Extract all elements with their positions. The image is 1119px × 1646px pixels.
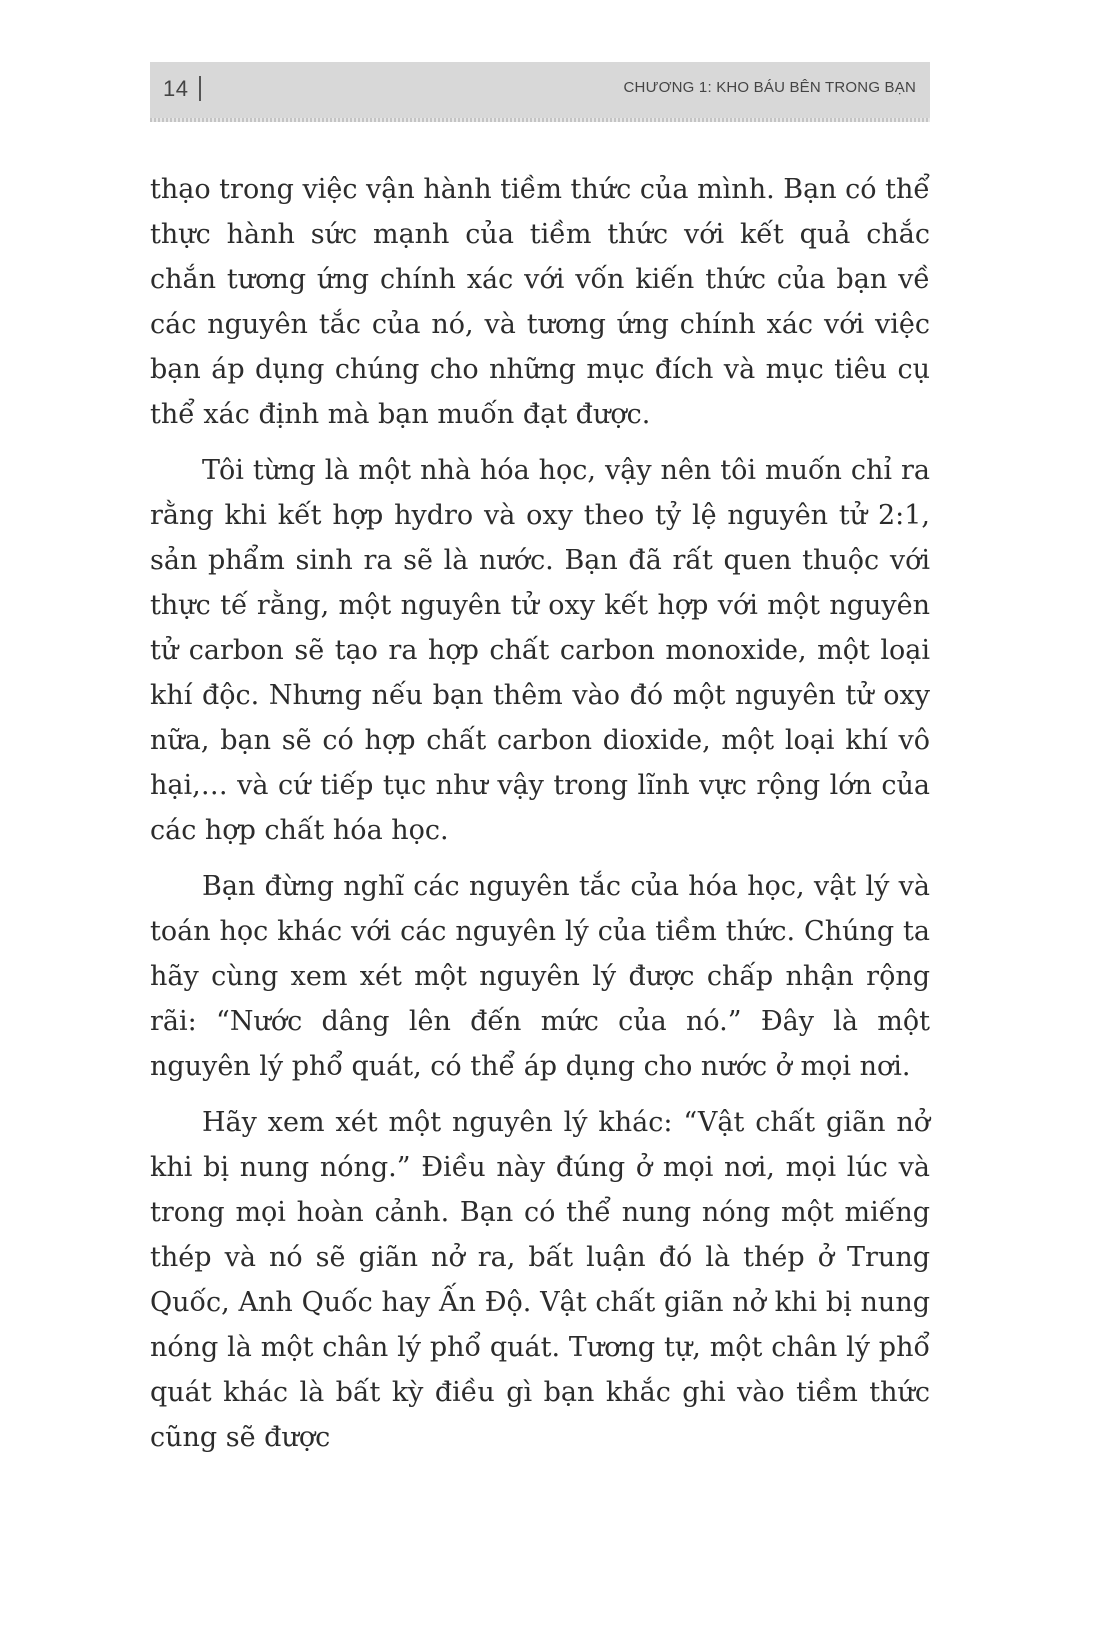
running-header (150, 62, 930, 118)
paragraph-continuation: thạo trong việc vận hành tiềm thức của mình. Bạn có thể thực hành sức mạnh của tiềm thức với kết quả chắc chắn tương ứng chính xác với vốn kiến thức của bạn về các nguyên tắc của nó, và tương ứng chính xác với việc bạn áp dụng chúng cho những mục đích và mục tiêu cụ thể xác định mà bạn muốn đạt được. (150, 174, 930, 430)
page-number: 14 (163, 76, 189, 101)
header-divider (199, 76, 201, 101)
body-text (150, 167, 930, 1471)
chapter-title: CHƯƠNG 1: KHO BÁU BÊN TRONG BẠN (623, 79, 916, 96)
paragraph: Bạn đừng nghĩ các nguyên tắc của hóa học, vật lý và toán học khác với các nguyên lý của tiềm thức. Chúng ta hãy cùng xem xét một nguyên lý được chấp nhận rộng rãi: “Nước dâng lên đến mức của nó.” Đây là một nguyên lý phổ quát, có thể áp dụng cho nước ở mọi nơi. (150, 871, 930, 1082)
paragraph: Tôi từng là một nhà hóa học, vậy nên tôi muốn chỉ ra rằng khi kết hợp hydro và oxy theo tỷ lệ nguyên tử 2:1, sản phẩm sinh ra sẽ là nước. Bạn đã rất quen thuộc với thực tế rằng, một nguyên tử oxy kết hợp với một nguyên tử carbon sẽ tạo ra hợp chất carbon monoxide, một loại khí độc. Nhưng nếu bạn thêm vào đó một nguyên tử oxy nữa, bạn sẽ có hợp chất carbon dioxide, một loại khí vô hại,… và cứ tiếp tục như vậy trong lĩnh vực rộng lớn của các hợp chất hóa học. (150, 455, 930, 846)
paragraph: Hãy xem xét một nguyên lý khác: “Vật chất giãn nở khi bị nung nóng.” Điều này đúng ở mọi nơi, mọi lúc và trong mọi hoàn cảnh. Bạn có thể nung nóng một miếng thép và nó sẽ giãn nở ra, bất luận đó là thép ở Trung Quốc, Anh Quốc hay Ấn Độ. Vật chất giãn nở khi bị nung nóng là một chân lý phổ quát. Tương tự, một chân lý phổ quát khác là bất kỳ điều gì bạn khắc ghi vào tiềm thức cũng sẽ được (150, 1107, 930, 1453)
